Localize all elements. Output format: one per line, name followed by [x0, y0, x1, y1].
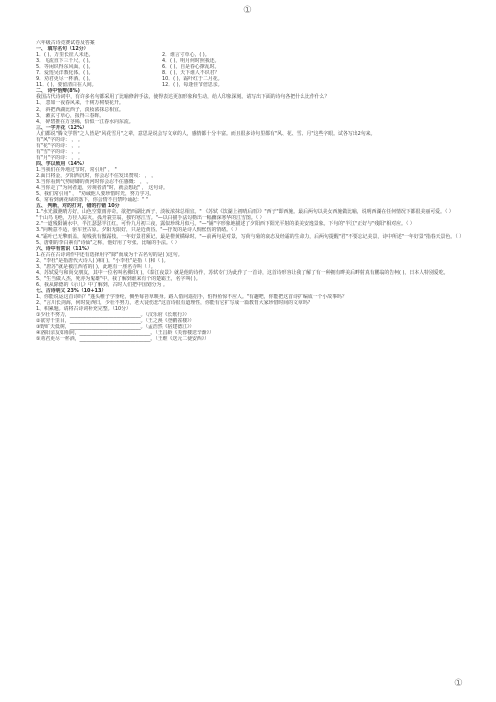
- sec3-item[interactable]: 有"花"字的诗： ， 。: [36, 142, 83, 149]
- sec5-item[interactable]: "千山鸟飞绝，万径人踪灭。孤舟蓑笠翁，独钓寒江雪。"—以白描手法勾勒出一幅幽深寒华的江雪图。（ ）: [36, 215, 265, 222]
- sec2-item: 3、 漱玄寸草心，报得三春晖。: [36, 112, 105, 119]
- sec7-item[interactable]: ⑤劝君更尽一杯酒，_____________________________。（王维《送元二使安西》）: [36, 336, 210, 343]
- sec4-item[interactable]: 2.面日将金，夕阳西沉时，你会忍不住发出赞叹： ， 。: [36, 173, 157, 180]
- fill-blank[interactable]: 1．( )，万里长征人未还。: [36, 52, 94, 59]
- sec5-item[interactable]: 4."霜叶已无擎雨盖，菊残犹有傲霜枝。一年好景君须记，最是橙黄橘绿时。"—前两句是对景，写荷与菊的衰态及经霜的生命力，后两句提醒"君"不要忘记美景，诗中所述"一年好景"指春天景色。（ ）: [36, 233, 465, 240]
- sec3-item[interactable]: 有"月"字的诗： ， 。: [36, 154, 83, 161]
- sec3-item[interactable]: 有"雪"字的诗： ， 。: [36, 148, 83, 155]
- page-number-bottom: ①: [454, 678, 463, 689]
- fill-blank[interactable]: 10．( )，霜叶红于二月花。: [162, 76, 223, 83]
- sec2-item: 1、 忽如一夜春风来，千树万树梨花开。: [36, 100, 124, 107]
- sec4-item[interactable]: 6、常看到满花绿的落下，你会情不自禁吟诵起：" ": [36, 197, 148, 204]
- fill-blank[interactable]: 9．劝君更尽一杯酒，( )。: [36, 76, 94, 83]
- sec6-item[interactable]: 1.在古在古诗词作中还有选择用字"除"而成为千古名句的是( )这句。: [36, 251, 183, 258]
- sec7-intro: 2、"言川长剑海，何时复西归，少壮不努力，老大徒伤悲"这首诗很有道理性，你能有它扩写成一篇教育大家珍惜时间的文章吗？: [36, 300, 313, 307]
- sec6-item[interactable]: 3、"唐苏"就是被江西省的( )，此地有一座名寺叫（ ）。: [36, 263, 156, 270]
- sec7-item[interactable]: ④洛阳亲友如相问，_____________________________。（王昌龄《芙蓉楼送辛渐》）: [36, 330, 214, 337]
- sec7-item[interactable]: ①少壮不努力，_____________________________。（汉乐府《长歌行》）: [36, 312, 190, 319]
- sec4-item[interactable]: 1.当我们在外地过节时，常引用" ， ": [36, 166, 117, 173]
- sec4-item[interactable]: 4.当你走了"为问者道，旁观者清"时，就会想起" ， 这句诗。: [36, 185, 168, 192]
- sec3-item[interactable]: 有"风"字的诗： ， 。: [36, 136, 83, 143]
- sec5-item[interactable]: 1."水光潋滟晴方好，山色空蒙雨亦奇。欲把西湖比西子，淡妆浓抹总相宜。" 《苏轼《饮湖上初晴后雨》》"西子"即西施。最后两句以美女西施做比喻，说明西湖在任何情况下都很美丽可爱。（ ）: [36, 209, 454, 216]
- sec6-item[interactable]: 6、我从除德的《示儿》中了解到，古时人们把中国划分为 。: [36, 281, 168, 288]
- sec7-sub: 1、积累题。请将古诗词补充完整。（10分）: [36, 306, 131, 313]
- fill-blank[interactable]: 7．爱莲吴洋教化体，( )。: [36, 70, 94, 77]
- sec7-heading: 七、古诗明义 23%（10+13）: [36, 287, 107, 294]
- sec6-heading: 六、诗中有常识（11%）: [36, 245, 92, 252]
- sec7-item[interactable]: ③野旷天低树，_____________________________。（孟浩然《宿建德江》）: [36, 324, 195, 331]
- fill-blank[interactable]: 3．飞流直下三千尺，( )。: [36, 58, 94, 65]
- sec2-heading: 二、 诗中悟辩(8%): [36, 88, 80, 95]
- sec6-item[interactable]: 5、"生当做人杰，死亦为鬼雄"中，我了解到谁来有个的楚霸王，名字叫( )。: [36, 275, 201, 282]
- sec4-item[interactable]: 3.当你看到气势磅礴的黄河时你会忍不住感慨： ， 。: [36, 179, 152, 186]
- fill-blank[interactable]: 12．( )，每逢佳节倍思亲。: [162, 82, 223, 89]
- sec1-heading: 一、 填写名句（12分）: [36, 46, 89, 53]
- fill-blank[interactable]: 6．( )，自是春心撩乱时。: [162, 64, 220, 71]
- sec5-item[interactable]: 2."一道残阳铺水中，半江瑟瑟半江红。可怜九月初三夜，露似珍珠月似弓。"—"铺"字形象地描述了夕阳西下阳光平射的柔美安逸景象。下句的"半江"正好与"残阳"相对应。（ ）: [36, 221, 415, 228]
- fill-blank[interactable]: 4．( )，明月何时照我还。: [162, 58, 220, 65]
- sec6-item[interactable]: 2、"李杜"是指唐代大诗人( )和( )，"小李杜"是指（ )和（ )。: [36, 257, 169, 264]
- sec4-heading: 四、学以致用（14%）: [36, 160, 87, 167]
- sec3-heading: 三、一字开花（12%）: [36, 124, 87, 131]
- sec7-intro: 1、你能说运这首诗吗？"蓬头稚子学垂纶，侧坐莓苔草映身。路人借问遥招手，怕得鱼惊不应人。"有趣吧，你能把这首诗扩编成一个小故事吗？: [36, 293, 347, 300]
- sec5-item[interactable]: 5、唐朝的李白素有"诗仙"之称，他好用了夸张、比喻的手法。（ ）: [36, 239, 180, 246]
- sec2-item: 2、 斜把西湖比西子，淡妆浓抹总相宜。: [36, 106, 124, 113]
- sec1-row: [36, 82, 468, 88]
- fill-blank[interactable]: 2．谁言寸草心，( )。: [162, 52, 210, 59]
- fill-blank[interactable]: 8．( )，天下谁人不识君？: [162, 70, 220, 77]
- sec5-item[interactable]: 3."向晚意不适，驱车登古原。夕阳无限好，只是近黄昏。"—抒发的是诗人惆怅伤的情绪。（ ）: [36, 227, 240, 234]
- sec4-item[interactable]: 5、我们常引用" ， "劝诫他人要珍惜时光，努力学习。: [36, 191, 155, 198]
- doc-title: 六年级古诗竞赛试卷及答案: [36, 40, 95, 46]
- sec5-heading: 五、 判断，对的打对，错的打错 10分: [36, 203, 120, 210]
- exam-document: [36, 40, 468, 342]
- fill-blank[interactable]: 5．等闲识得东风面，( )。: [36, 64, 94, 71]
- sec2-intro: 我国古代诗词中，有许多名句都采用了比喻修辞手法，使得表达更加形象和生动，给人印象深刻。请写出下面的诗句各把什么比作什么？: [36, 94, 330, 101]
- sec6-item[interactable]: 4、苏轼爱与和尚交朋友，其中一位名叫名佛印( )，《泰江夜景》就是他的诗作，苏轼专门为此作了一首诗，这首诗形容让我了解了有一种拥有畔美后畔射真有鹏翁的告柯( )，日本人特别爱吃。: [36, 269, 449, 276]
- sec7-item[interactable]: ②欲穷千里目，_____________________________。（王之涣《登鹳雀楼》）: [36, 318, 195, 325]
- fill-blank[interactable]: 11．( )，要留清白在人间。: [36, 82, 97, 89]
- page-number-top: ①: [243, 5, 252, 16]
- sec3-intro: 人们都说"腾文学帮"之人皆是"风花雪月"之辈，意思是说会写文章的人，感情都十分丰富。而且很多诗句里都有"风、花、雪、月"这些字眼。试各写出2句来。: [36, 130, 376, 137]
- sec2-item: 4、 碎碧推在万茎稀，恰似一江春水向东流。: [36, 118, 134, 125]
